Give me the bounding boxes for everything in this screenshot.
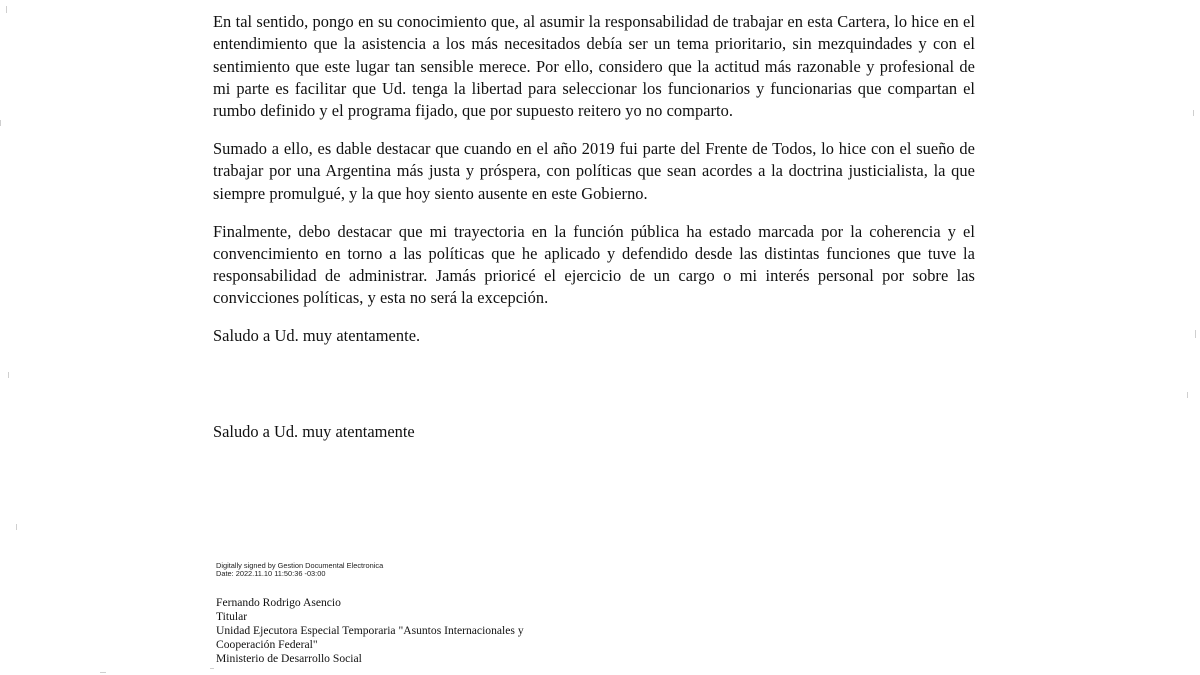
closing-line-repeat: Saludo a Ud. muy atentamente xyxy=(213,422,415,441)
paragraph-responsibility: En tal sentido, pongo en su conocimiento que, al asumir la responsabilidad de trabajar en esta Cartera, lo hice en el entendimiento que la asistencia a los más necesitados debía ser un tema prioritario, sin mezquindades y con el sentimiento que este lugar tan sensible merece. Por ello, considero que la actitud más razonable y profesional de mi parte es facilitar que Ud. tenga la libertad para seleccionar los funcionarios y funcionarias que compartan el rumbo definido y el programa fijado, que por supuesto reitero yo no comparto. xyxy=(213,12,975,121)
scan-mark xyxy=(16,524,17,530)
signer-block xyxy=(216,596,524,666)
paragraph-trayectoria: Finalmente, debo destacar que mi trayectoria en la función pública ha estado marcada por la coherencia y el convencimiento en torno a las políticas que he aplicado y defendido desde las distintas funciones que tuve la responsabilidad de administrar. Jamás prioricé el ejercicio de un cargo o mi interés personal por sobre las convicciones políticas, y esta no será la excepción. xyxy=(213,221,975,308)
scan-mark xyxy=(1193,110,1194,116)
digital-signature-signed-by: Digitally signed by Gestion Documental Electronica xyxy=(216,561,384,570)
scan-mark xyxy=(6,6,7,13)
signer-unit-line-2: Cooperación Federal" xyxy=(216,638,318,652)
paragraph-frente-de-todos: Sumado a ello, es dable destacar que cuando en el año 2019 fui parte del Frente de Todos, lo hice con el sueño de trabajar por una Argentina más justa y próspera, con políticas que sean acordes a la doctrina justicialista, la que siempre promulgué, y la que hoy siento ausente en este Gobierno. xyxy=(213,139,975,203)
scan-mark xyxy=(1187,392,1188,398)
scan-mark xyxy=(210,668,214,669)
scan-mark xyxy=(8,372,9,378)
scan-mark xyxy=(100,672,106,673)
closing-line: Saludo a Ud. muy atentamente. xyxy=(213,326,421,346)
signer-title: Titular xyxy=(216,610,248,624)
digital-signature-date: Date: 2022.11.10 11:50:36 -03:00 xyxy=(216,569,326,579)
scan-mark xyxy=(1195,330,1196,338)
signer-unit-line-1: Unidad Ejecutora Especial Temporaria "Asuntos Internacionales y xyxy=(216,624,524,638)
letter-body xyxy=(213,11,975,363)
digital-signature-stamp xyxy=(216,562,383,578)
scan-mark xyxy=(0,120,1,126)
signer-name: Fernando Rodrigo Asencio xyxy=(216,596,341,609)
signer-ministry: Ministerio de Desarrollo Social xyxy=(216,652,362,666)
